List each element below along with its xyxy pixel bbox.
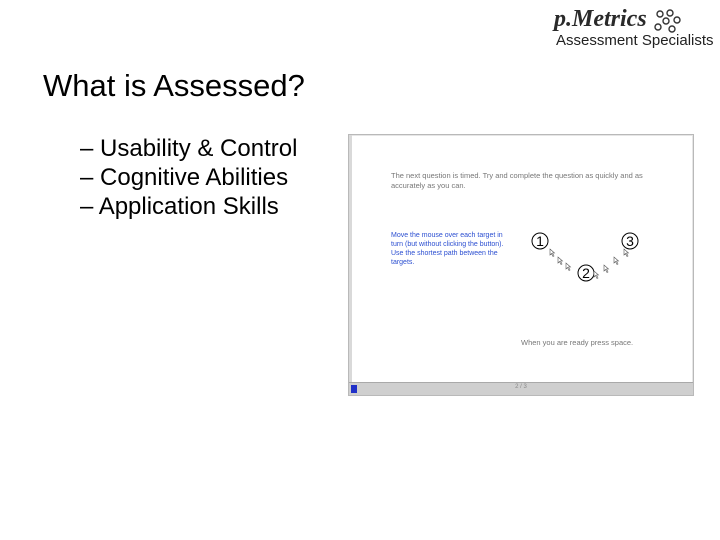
task-instruction-text: Move the mouse over each target in turn (but without clicking the button). Use the shortest path between the targets. bbox=[391, 232, 504, 266]
target-1-label: 1 bbox=[536, 233, 544, 249]
logo-brand-text: p.Metrics bbox=[554, 6, 647, 32]
timed-instruction-text: The next question is timed. Try and complete the question as quickly and as accurately as you can. bbox=[391, 171, 643, 190]
screenshot-frame-edge bbox=[349, 135, 352, 395]
target-1[interactable] bbox=[532, 233, 548, 249]
bullet-item: – Application Skills bbox=[80, 193, 279, 220]
target-3[interactable] bbox=[622, 233, 638, 249]
logo-dots-icon bbox=[652, 8, 682, 34]
target-2-label: 2 bbox=[582, 265, 590, 281]
page-indicator: 2 / 3 bbox=[515, 384, 527, 390]
ready-prompt-text: When you are ready press space. bbox=[521, 338, 634, 347]
bullet-item: – Usability & Control bbox=[80, 135, 298, 162]
bullet-list bbox=[80, 134, 297, 221]
assessment-screenshot bbox=[348, 134, 694, 396]
target-2[interactable] bbox=[578, 265, 594, 281]
target-3-label: 3 bbox=[626, 233, 634, 249]
mouse-targets bbox=[524, 227, 654, 291]
logo-tagline: Assessment Specialists bbox=[556, 32, 714, 49]
bullet-item: – Cognitive Abilities bbox=[80, 164, 289, 191]
slide-title: What is Assessed? bbox=[43, 68, 305, 103]
status-bar bbox=[349, 382, 693, 395]
pmetrics-logo bbox=[548, 6, 718, 50]
